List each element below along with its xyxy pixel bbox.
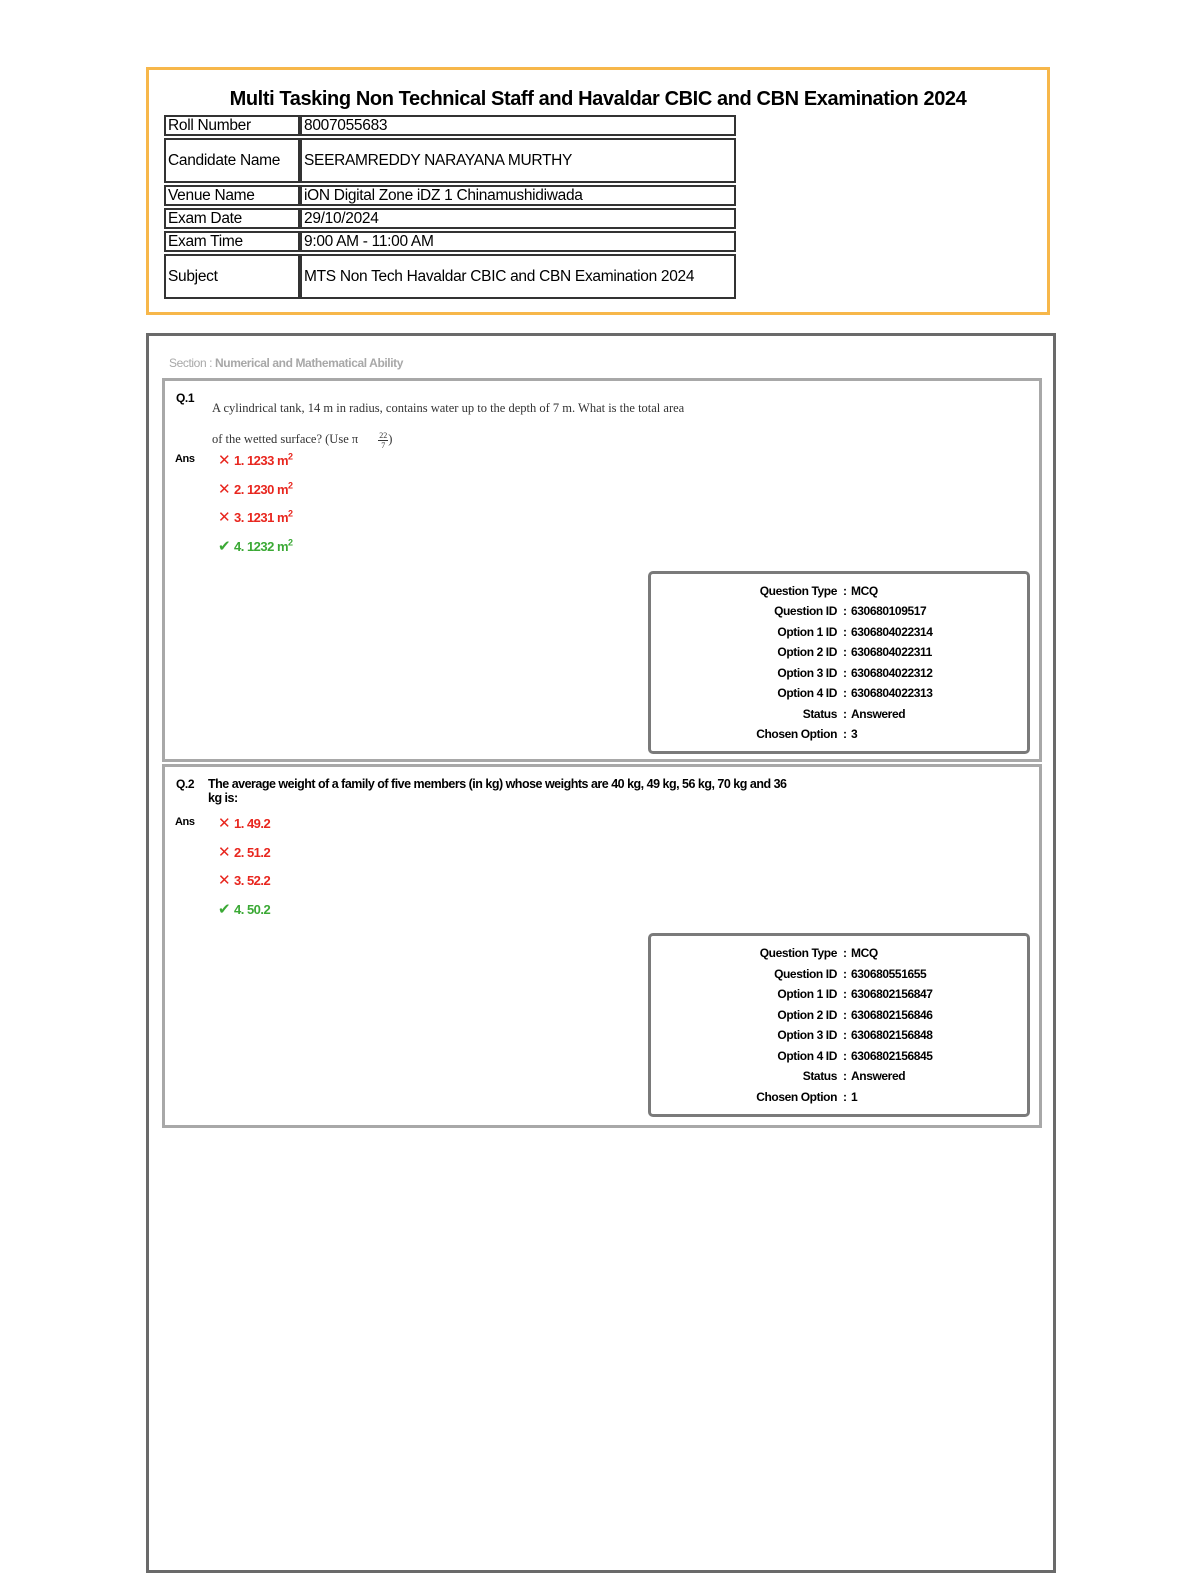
question-number: Q.1 [176, 391, 195, 405]
option-text: 2. 1230 m [234, 482, 289, 497]
meta-value: 6306802156847 [851, 987, 933, 1001]
option-superscript: 2 [288, 451, 293, 462]
meta-value: 6306804022313 [851, 686, 933, 700]
meta-row: Chosen Option : 3 [756, 727, 858, 741]
option-4 [218, 900, 270, 918]
meta-key: Question ID [774, 604, 837, 618]
question-text-line1: A cylindrical tank, 14 m in radius, contains water up to the depth of 7 m. What is the total area [212, 401, 685, 415]
question-text: The average weight of a family of five members (in kg) whose weights are 40 kg, 49 kg, 56 kg, 70 kg and 36 kg is: [208, 777, 787, 805]
option-text: 1. 1233 m [234, 453, 289, 468]
cross-icon: ✕ [218, 872, 231, 889]
meta-key: Option 2 ID [777, 645, 837, 659]
meta-row: Chosen Option : 1 [756, 1090, 858, 1104]
meta-value: 6306802156848 [851, 1028, 933, 1042]
option-text: 3. 52.2 [234, 873, 271, 888]
candidate-info-card [146, 67, 1050, 315]
option-1 [218, 814, 270, 832]
section-title [169, 356, 403, 370]
meta-value: Answered [851, 707, 906, 721]
option-superscript: 2 [288, 508, 293, 519]
info-value: SEERAMREDDY NARAYANA MURTHY [300, 138, 736, 183]
meta-value: 6306804022314 [851, 625, 933, 639]
meta-value: 6306802156846 [851, 1008, 933, 1022]
meta-value: MCQ [851, 946, 878, 960]
info-label: Exam Date [164, 208, 300, 229]
meta-value: 630680551655 [851, 967, 927, 981]
meta-key: Question ID [774, 967, 837, 981]
meta-row: Question Type : MCQ [759, 584, 878, 598]
info-row-candidate-name [164, 138, 736, 183]
meta-key: Status [802, 707, 837, 721]
meta-key: Option 4 ID [777, 1049, 837, 1063]
question-card-1 [162, 378, 1042, 762]
meta-row: Option 2 ID : 6306804022311 [777, 645, 932, 659]
meta-row: Option 2 ID : 6306802156846 [777, 1008, 933, 1022]
meta-key: Option 1 ID [777, 625, 837, 639]
option-1 [218, 451, 293, 469]
meta-row: Option 4 ID : 6306804022313 [777, 686, 933, 700]
meta-key: Status [802, 1069, 837, 1083]
meta-key: Question Type [759, 946, 837, 960]
info-value: 29/10/2024 [300, 208, 736, 229]
option-text: 4. 1232 m [234, 539, 289, 554]
meta-value: 6306804022311 [851, 645, 932, 659]
meta-row: Status : Answered [802, 1069, 906, 1083]
meta-key: Option 3 ID [777, 1028, 837, 1042]
option-superscript: 2 [288, 480, 293, 491]
info-value: MTS Non Tech Havaldar CBIC and CBN Examination 2024 [300, 254, 736, 299]
option-3 [218, 508, 293, 526]
option-text: 1. 49.2 [234, 816, 271, 831]
section-name: Numerical and Mathematical Ability [215, 356, 404, 370]
info-row-exam-date [164, 208, 736, 229]
meta-key: Option 3 ID [777, 666, 837, 680]
meta-value: 630680109517 [851, 604, 927, 618]
question-text-end: ) [388, 432, 393, 446]
info-value: 8007055683 [300, 115, 736, 136]
question-number: Q.2 [176, 777, 195, 791]
info-row-subject [164, 254, 736, 299]
meta-row: Option 1 ID : 6306804022314 [777, 625, 933, 639]
cross-icon: ✕ [218, 844, 231, 861]
option-text: 3. 1231 m [234, 510, 289, 525]
meta-value: 6306802156845 [851, 1049, 933, 1063]
meta-key: Question Type [759, 584, 837, 598]
info-label: Subject [164, 254, 300, 299]
option-3 [218, 871, 270, 889]
candidate-info-table [164, 113, 736, 301]
meta-row: Option 3 ID : 6306802156848 [777, 1028, 933, 1042]
meta-value: 6306804022312 [851, 666, 933, 680]
meta-row: Status : Answered [802, 707, 906, 721]
section-prefix: Section : [169, 356, 213, 370]
cross-icon: ✕ [218, 509, 231, 526]
question-text [212, 393, 812, 455]
info-label: Roll Number [164, 115, 300, 136]
meta-row: Option 4 ID : 6306802156845 [777, 1049, 933, 1063]
cross-icon: ✕ [218, 815, 231, 832]
meta-row: Option 1 ID : 6306802156847 [777, 987, 933, 1001]
meta-key: Chosen Option [756, 727, 837, 741]
meta-value: MCQ [851, 584, 878, 598]
info-label: Candidate Name [164, 138, 300, 183]
meta-value: 1 [851, 1090, 858, 1104]
response-sheet [146, 333, 1056, 1573]
question-meta-box [648, 933, 1030, 1117]
option-text: 4. 50.2 [234, 902, 271, 917]
meta-key: Option 1 ID [777, 987, 837, 1001]
info-row-venue-name [164, 185, 736, 206]
question-meta-box [648, 571, 1030, 754]
option-2 [218, 480, 293, 498]
info-label: Venue Name [164, 185, 300, 206]
info-value: iON Digital Zone iDZ 1 Chinamushidiwada [300, 185, 736, 206]
cross-icon: ✕ [218, 452, 231, 469]
option-superscript: 2 [288, 537, 293, 548]
option-4 [218, 537, 293, 555]
option-2 [218, 843, 270, 861]
meta-value: Answered [851, 1069, 906, 1083]
meta-key: Chosen Option [756, 1090, 837, 1104]
answer-label: Ans [175, 816, 195, 828]
cross-icon: ✕ [218, 481, 231, 498]
meta-row: Question ID : 630680551655 [774, 967, 927, 981]
exam-title: Multi Tasking Non Technical Staff and Havaldar CBIC and CBN Examination 2024 [229, 88, 967, 110]
question-text-line2: of the wetted surface? (Use π [212, 432, 359, 446]
check-icon: ✔ [218, 901, 231, 918]
meta-row: Option 3 ID : 6306804022312 [777, 666, 933, 680]
fraction-denominator: 7 [381, 440, 386, 450]
info-label: Exam Time [164, 231, 300, 252]
meta-key: Option 2 ID [777, 1008, 837, 1022]
meta-key: Option 4 ID [777, 686, 837, 700]
meta-row: Question ID : 630680109517 [774, 604, 927, 618]
answer-label: Ans [175, 453, 195, 465]
info-row-roll-number [164, 115, 736, 136]
fraction [378, 431, 388, 450]
meta-value: 3 [851, 727, 858, 741]
info-row-exam-time [164, 231, 736, 252]
meta-row: Question Type : MCQ [759, 946, 878, 960]
option-text: 2. 51.2 [234, 845, 271, 860]
check-icon: ✔ [218, 538, 231, 555]
question-card-2 [162, 764, 1042, 1128]
info-value: 9:00 AM - 11:00 AM [300, 231, 736, 252]
fraction-numerator: 22 [379, 430, 388, 440]
